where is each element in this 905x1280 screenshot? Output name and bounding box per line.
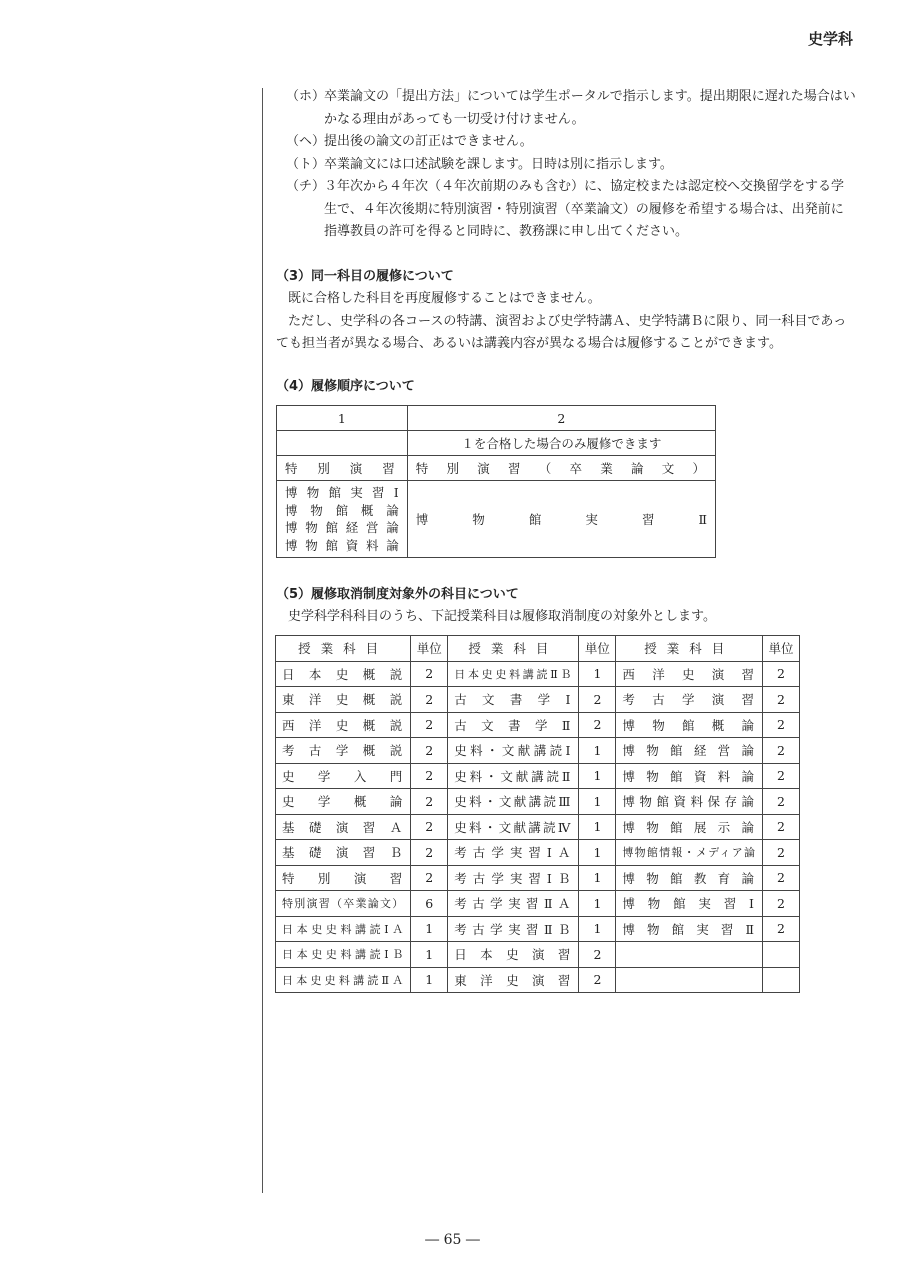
subject-cell: 博物館教育論 xyxy=(616,865,763,891)
unit-cell: 1 xyxy=(579,738,616,764)
subject-cell xyxy=(616,967,763,993)
unit-cell xyxy=(763,942,800,968)
subject-cell: 日本史史料講読ⅡＡ xyxy=(276,967,411,993)
unit-cell: 2 xyxy=(579,687,616,713)
subject-cell: 博物館資料論 xyxy=(616,763,763,789)
subject-header: 授業科目 xyxy=(616,636,763,662)
unit-cell: 2 xyxy=(763,789,800,815)
section-3-para-1: 既に合格した科目を再度履修することはできません。 xyxy=(288,291,601,306)
subject-cell: 博物館実習Ⅰ xyxy=(616,891,763,917)
subject-cell xyxy=(616,942,763,968)
unit-cell: 1 xyxy=(579,916,616,942)
prereq-course: 博物館実習Ⅰ xyxy=(285,485,399,500)
unit-cell: 2 xyxy=(763,865,800,891)
subject-cell: 基礎演習Ｂ xyxy=(276,840,411,866)
section-5-intro: 史学科学科科目のうち、下記授業科目は履修取消制度の対象外とします。 xyxy=(288,609,716,624)
unit-cell: 1 xyxy=(579,865,616,891)
table-row xyxy=(276,865,800,891)
unit-cell: 2 xyxy=(411,712,448,738)
unit-cell: 1 xyxy=(411,942,448,968)
unit-header: 単位 xyxy=(579,636,616,662)
unit-cell: 1 xyxy=(411,916,448,942)
unit-cell: 2 xyxy=(763,891,800,917)
col-1-header: 1 xyxy=(277,406,408,431)
unit-cell: 2 xyxy=(411,687,448,713)
unit-cell: 2 xyxy=(411,789,448,815)
unit-cell: 6 xyxy=(411,891,448,917)
page-header-title: 史学科 xyxy=(807,30,853,48)
unit-cell: 2 xyxy=(763,687,800,713)
subject-cell: 特別演習 xyxy=(276,865,411,891)
subject-header: 授業科目 xyxy=(448,636,579,662)
list-item: （ト） 卒業論文には口述試験を課します。日時は別に指示します。 xyxy=(286,156,673,172)
unit-cell: 1 xyxy=(579,891,616,917)
unit-cell: 1 xyxy=(579,661,616,687)
subject-cell: 考古学実習ⅡＡ xyxy=(448,891,579,917)
unit-header: 単位 xyxy=(411,636,448,662)
unit-cell: 2 xyxy=(763,712,800,738)
unit-cell: 1 xyxy=(411,967,448,993)
subject-cell: 日本史史料講読ⅡＢ xyxy=(448,661,579,687)
unit-cell: 2 xyxy=(411,865,448,891)
section-3-para-2: ただし、史学科の各コースの特講、演習および史学特講Ａ、史学特講Ｂに限り、同一科目であっても担当者が異なる場合、あるいは講義内容が異なる場合は履修することができます。 xyxy=(276,313,847,351)
subject-cell: 西洋史演習 xyxy=(616,661,763,687)
subject-cell: 古文書学Ⅱ xyxy=(448,712,579,738)
unit-cell: 2 xyxy=(411,738,448,764)
unit-cell: 2 xyxy=(579,967,616,993)
course-order-table xyxy=(276,405,716,558)
subject-cell: 考古学実習ⅠＢ xyxy=(448,865,579,891)
unit-cell: 2 xyxy=(579,712,616,738)
subject-cell: 史料・文献講読Ⅰ xyxy=(448,738,579,764)
unit-cell: 2 xyxy=(763,916,800,942)
subject-cell: 西洋史概説 xyxy=(276,712,411,738)
table-row xyxy=(276,942,800,968)
subject-cell: 考古学実習ⅡＢ xyxy=(448,916,579,942)
subject-cell: 日本史概説 xyxy=(276,661,411,687)
subject-cell: 古文書学Ⅰ xyxy=(448,687,579,713)
margin-rule xyxy=(262,88,263,1193)
section-4-heading: （4）履修順序について xyxy=(276,378,415,394)
subject-cell: 博物館情報・メディア論 xyxy=(616,840,763,866)
unit-cell: 2 xyxy=(579,942,616,968)
subject-cell: 史学入門 xyxy=(276,763,411,789)
unit-cell: 2 xyxy=(411,840,448,866)
table-row xyxy=(276,712,800,738)
table-row xyxy=(276,891,800,917)
table-row xyxy=(276,661,800,687)
unit-cell: 1 xyxy=(579,763,616,789)
unit-cell: 2 xyxy=(763,840,800,866)
unit-header: 単位 xyxy=(763,636,800,662)
subject-cell: 博物館概論 xyxy=(616,712,763,738)
follow-course: 博物館実習Ⅱ xyxy=(407,481,715,558)
col-2-header: 2 xyxy=(407,406,715,431)
prereq-course: 博物館資料論 xyxy=(285,537,399,553)
subject-cell: 博物館経営論 xyxy=(616,738,763,764)
unit-cell xyxy=(763,967,800,993)
subject-cell: 東洋史演習 xyxy=(448,967,579,993)
unit-cell: 2 xyxy=(411,814,448,840)
subject-cell: 基礎演習Ａ xyxy=(276,814,411,840)
subject-cell: 史料・文献講読Ⅱ xyxy=(448,763,579,789)
non-withdrawable-courses-table xyxy=(275,635,800,993)
subject-cell: 日本史史料講読ⅠＢ xyxy=(276,942,411,968)
subject-cell: 史料・文献講読Ⅲ xyxy=(448,789,579,815)
subject-cell: 博物館展示論 xyxy=(616,814,763,840)
page-number: ― 65 ― xyxy=(425,1232,480,1248)
table-row xyxy=(276,967,800,993)
table-row xyxy=(276,763,800,789)
unit-cell: 1 xyxy=(579,814,616,840)
unit-cell: 1 xyxy=(579,840,616,866)
section-5-heading: （5）履修取消制度対象外の科目について xyxy=(276,587,519,602)
table-row xyxy=(276,814,800,840)
table-row xyxy=(276,916,800,942)
subject-cell: 日本史史料講読ⅠＡ xyxy=(276,916,411,942)
subject-cell: 史学概論 xyxy=(276,789,411,815)
subject-cell: 博物館実習Ⅱ xyxy=(616,916,763,942)
subject-cell: 東洋史概説 xyxy=(276,687,411,713)
subject-cell: 史料・文献講読Ⅳ xyxy=(448,814,579,840)
main-content xyxy=(276,86,856,398)
table-row xyxy=(276,687,800,713)
subject-header: 授業科目 xyxy=(276,636,411,662)
prerequisite-note: １を合格した場合のみ履修できます xyxy=(407,431,715,456)
table-row xyxy=(276,789,800,815)
list-item: （ヘ） 提出後の論文の訂正はできません。 xyxy=(286,134,533,149)
unit-cell: 2 xyxy=(763,814,800,840)
subject-cell: 考古学概説 xyxy=(276,738,411,764)
table-row xyxy=(276,738,800,764)
section-3-heading: （3）同一科目の履修について xyxy=(276,268,454,284)
prereq-course: 博物館概論 xyxy=(285,502,399,518)
unit-cell: 2 xyxy=(411,661,448,687)
unit-cell: 2 xyxy=(763,661,800,687)
table-row xyxy=(276,840,800,866)
subject-cell: 特別演習（卒業論文） xyxy=(276,891,411,917)
unit-cell: 2 xyxy=(763,738,800,764)
unit-cell: 1 xyxy=(579,789,616,815)
subject-cell: 考古学演習 xyxy=(616,687,763,713)
subject-cell: 博物館資料保存論 xyxy=(616,789,763,815)
prereq-course: 特別演習 xyxy=(277,456,408,481)
subject-cell: 日本史演習 xyxy=(448,942,579,968)
unit-cell: 2 xyxy=(763,763,800,789)
unit-cell: 2 xyxy=(411,763,448,789)
follow-course: 特別演習（卒業論文） xyxy=(407,456,715,481)
list-item: （チ） ３年次から４年次（４年次前期のみも含む）に、協定校または認定校へ交換留学をする学生で、４年次後期に特別演習・特別演習（卒業論文）の履修を希望する場合は、出発前に指導教員の許可を得ると同時に、教務課に申し出てください。 xyxy=(286,179,845,239)
prereq-course: 博物館経営論 xyxy=(285,520,399,535)
subject-cell: 考古学実習ⅠＡ xyxy=(448,840,579,866)
list-item: （ホ） 卒業論文の「提出方法」については学生ポータルで指示します。提出期限に遅れた場合はいかなる理由があっても一切受け付けません。 xyxy=(286,89,856,127)
